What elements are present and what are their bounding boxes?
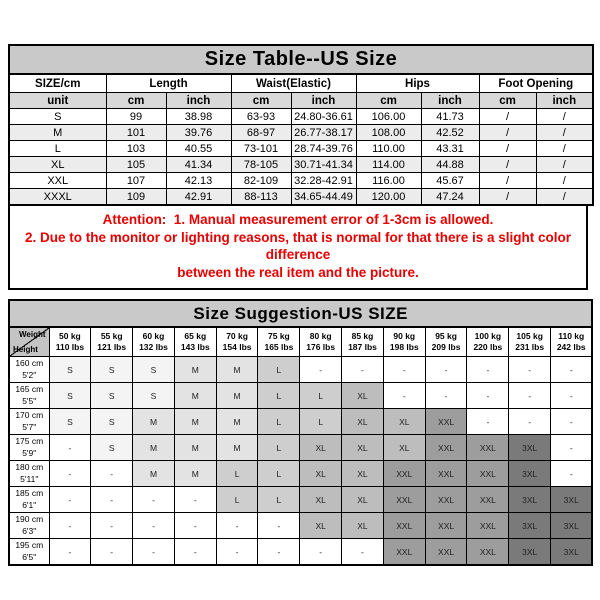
size-suggestion-cell: L <box>300 409 342 435</box>
empty-suggestion-cell: - <box>133 513 175 539</box>
weight-lbs-label: 165 lbs <box>264 342 294 353</box>
weight-lbs-label: 132 lbs <box>139 342 168 353</box>
size-suggestion-cell: XXL <box>383 461 425 487</box>
size-table-unit-row <box>9 93 593 109</box>
height-cm-label: 180 cm <box>15 462 44 473</box>
size-suggestion-cell: S <box>49 357 91 383</box>
empty-suggestion-cell: - <box>91 461 133 487</box>
measurement-cell: 41.34 <box>166 157 231 173</box>
height-ft-label: 5'9" <box>22 447 37 458</box>
empty-suggestion-cell: - <box>216 513 258 539</box>
height-header-cell <box>9 487 49 513</box>
size-suggestion-cell: M <box>216 383 258 409</box>
height-cm-label: 160 cm <box>15 358 44 369</box>
size-suggestion-cell: XL <box>300 487 342 513</box>
height-ft-label: 6'5" <box>22 551 37 562</box>
size-suggestion-cell: XXL <box>425 539 467 566</box>
empty-suggestion-cell: - <box>300 357 342 383</box>
size-suggestion-row <box>9 383 592 409</box>
empty-suggestion-cell: - <box>174 539 216 566</box>
measurement-cell: 88-113 <box>231 189 291 206</box>
height-ft-label: 6'1" <box>22 499 37 510</box>
size-table-group-header: SIZE/cm <box>9 74 106 93</box>
height-header-cell <box>9 539 49 566</box>
size-suggestion-cell: M <box>216 357 258 383</box>
weight-header-cell <box>133 327 175 357</box>
size-suggestion-cell: M <box>216 409 258 435</box>
weight-lbs-label: 242 lbs <box>556 342 586 353</box>
attention-line: Attention: 1. Manual measurement error of 1-3cm is allowed. <box>102 212 494 227</box>
height-cm-label: 190 cm <box>15 514 44 525</box>
size-suggestion-title: Size Suggestion-US SIZE <box>9 300 592 327</box>
weight-kg-label: 105 kg <box>516 330 543 341</box>
empty-suggestion-cell: - <box>49 513 91 539</box>
measurement-cell: / <box>536 109 593 125</box>
size-suggestion-cell: L <box>258 357 300 383</box>
empty-suggestion-cell: - <box>91 487 133 513</box>
size-table-unit-cell: cm <box>231 93 291 109</box>
measurement-cell: / <box>479 125 536 141</box>
empty-suggestion-cell: - <box>91 539 133 566</box>
measurement-cell: 103 <box>106 141 166 157</box>
weight-lbs-label: 110 lbs <box>55 342 85 353</box>
size-suggestion-row <box>9 487 592 513</box>
size-suggestion-cell: L <box>258 409 300 435</box>
size-suggestion-cell: XL <box>300 435 342 461</box>
measurement-cell: 42.52 <box>421 125 479 141</box>
measurement-cell: / <box>479 141 536 157</box>
weight-lbs-label: 187 lbs <box>348 342 377 353</box>
size-suggestion-cell: L <box>300 383 342 409</box>
size-table-group-header: Length <box>106 74 231 93</box>
weight-header-cell <box>300 327 342 357</box>
size-suggestion-cell: XXL <box>383 487 425 513</box>
height-ft-label: 5'2" <box>22 369 37 380</box>
empty-suggestion-cell: - <box>174 513 216 539</box>
size-table-row <box>9 125 593 141</box>
weight-kg-label: 55 kg <box>100 330 123 341</box>
weight-kg-label: 80 kg <box>309 330 332 341</box>
size-label-cell: S <box>9 109 106 125</box>
weight-header-cell <box>258 327 300 357</box>
size-table-unit-cell: inch <box>291 93 356 109</box>
size-suggestion-cell: S <box>91 435 133 461</box>
size-suggestion-cell: XL <box>342 409 384 435</box>
measurement-cell: 68-97 <box>231 125 291 141</box>
weight-lbs-label: 121 lbs <box>97 342 127 353</box>
size-table-unit-cell: cm <box>479 93 536 109</box>
height-header-cell <box>9 435 49 461</box>
empty-suggestion-cell: - <box>258 513 300 539</box>
measurement-cell: / <box>479 157 536 173</box>
size-table-row <box>9 189 593 206</box>
size-table-unit-cell: cm <box>356 93 421 109</box>
size-suggestion-cell: M <box>133 461 175 487</box>
size-suggestion-cell: XL <box>300 513 342 539</box>
empty-suggestion-cell: - <box>551 435 593 461</box>
size-table-group-header: Waist(Elastic) <box>231 74 356 93</box>
weight-header-cell <box>383 327 425 357</box>
height-cm-label: 185 cm <box>15 488 44 499</box>
weight-kg-label: 50 kg <box>59 330 81 341</box>
weight-header-cell <box>509 327 551 357</box>
size-suggestion-cell: M <box>174 383 216 409</box>
measurement-cell: / <box>536 173 593 189</box>
size-suggestion-row <box>9 513 592 539</box>
empty-suggestion-cell: - <box>342 539 384 566</box>
weight-lbs-label: 198 lbs <box>389 342 419 353</box>
weight-lbs-label: 143 lbs <box>180 342 210 353</box>
size-label-cell: XXL <box>9 173 106 189</box>
measurement-cell: / <box>536 189 593 206</box>
height-cm-label: 175 cm <box>15 436 44 447</box>
empty-suggestion-cell: - <box>551 409 593 435</box>
measurement-cell: 45.67 <box>421 173 479 189</box>
size-suggestion-row <box>9 435 592 461</box>
size-suggestion-cell: 3XL <box>509 435 551 461</box>
empty-suggestion-cell: - <box>91 513 133 539</box>
measurement-cell: 110.00 <box>356 141 421 157</box>
height-header-cell <box>9 383 49 409</box>
empty-suggestion-cell: - <box>383 357 425 383</box>
empty-suggestion-cell: - <box>425 383 467 409</box>
height-header-cell <box>9 357 49 383</box>
size-suggestion-cell: M <box>133 435 175 461</box>
size-suggestion-cell: 3XL <box>551 539 593 566</box>
measurement-cell: / <box>536 157 593 173</box>
empty-suggestion-cell: - <box>133 487 175 513</box>
height-cm-label: 195 cm <box>15 540 44 551</box>
size-label-cell: L <box>9 141 106 157</box>
measurement-cell: 38.98 <box>166 109 231 125</box>
measurement-cell: 109 <box>106 189 166 206</box>
size-suggestion-cell: M <box>174 409 216 435</box>
size-suggestion-cell: XL <box>342 383 384 409</box>
weight-kg-label: 85 kg <box>351 330 374 341</box>
size-suggestion-cell: XXL <box>467 461 509 487</box>
measurement-cell: 34.65-44.49 <box>291 189 356 206</box>
measurement-cell: / <box>479 189 536 206</box>
size-table-unit-cell: cm <box>106 93 166 109</box>
size-suggestion-cell: M <box>174 461 216 487</box>
height-header-cell <box>9 409 49 435</box>
measurement-cell: 42.13 <box>166 173 231 189</box>
size-table <box>8 44 594 206</box>
height-ft-label: 5'7" <box>22 421 37 432</box>
measurement-cell: 73-101 <box>231 141 291 157</box>
size-suggestion-cell: M <box>174 435 216 461</box>
empty-suggestion-cell: - <box>174 487 216 513</box>
size-suggestion-cell: L <box>258 383 300 409</box>
weight-lbs-label: 154 lbs <box>222 342 252 353</box>
size-table-unit-cell: inch <box>166 93 231 109</box>
weight-height-corner-cell <box>9 327 49 357</box>
size-suggestion-cell: S <box>91 383 133 409</box>
size-suggestion-cell: XL <box>342 461 384 487</box>
size-suggestion-cell: XL <box>383 435 425 461</box>
measurement-cell: 32.28-42.91 <box>291 173 356 189</box>
size-suggestion-cell: XXL <box>467 513 509 539</box>
measurement-cell: 106.00 <box>356 109 421 125</box>
weight-kg-label: 90 kg <box>393 330 416 341</box>
corner-height-label: Height <box>13 345 38 355</box>
empty-suggestion-cell: - <box>49 461 91 487</box>
size-suggestion-cell: XXL <box>467 487 509 513</box>
size-suggestion-cell: S <box>49 409 91 435</box>
empty-suggestion-cell: - <box>49 539 91 566</box>
attention-line: 2. Due to the monitor or lighting reasons, that is normal for that there is a slight color difference <box>24 229 575 263</box>
size-suggestion-cell: S <box>49 383 91 409</box>
empty-suggestion-cell: - <box>551 357 593 383</box>
weight-lbs-label: 231 lbs <box>515 342 545 353</box>
attention-note <box>8 206 588 290</box>
empty-suggestion-cell: - <box>467 409 509 435</box>
size-label-cell: XL <box>9 157 106 173</box>
measurement-cell: 99 <box>106 109 166 125</box>
measurement-cell: 105 <box>106 157 166 173</box>
measurement-cell: / <box>536 141 593 157</box>
weight-lbs-label: 209 lbs <box>431 342 461 353</box>
size-label-cell: XXXL <box>9 189 106 206</box>
measurement-cell: / <box>536 125 593 141</box>
empty-suggestion-cell: - <box>342 357 384 383</box>
empty-suggestion-cell: - <box>49 435 91 461</box>
height-header-cell <box>9 513 49 539</box>
measurement-cell: 43.31 <box>421 141 479 157</box>
height-ft-label: 6'3" <box>22 525 37 536</box>
weight-kg-label: 95 kg <box>435 330 457 341</box>
weight-header-cell <box>174 327 216 357</box>
measurement-cell: 120.00 <box>356 189 421 206</box>
measurement-cell: / <box>479 109 536 125</box>
size-table-title-row <box>9 45 593 74</box>
measurement-cell: 40.55 <box>166 141 231 157</box>
size-suggestion-cell: 3XL <box>509 513 551 539</box>
size-suggestion-cell: M <box>216 435 258 461</box>
measurement-cell: 42.91 <box>166 189 231 206</box>
size-suggestion-row <box>9 461 592 487</box>
size-suggestion-cell: M <box>133 409 175 435</box>
size-table-group-header: Foot Opening <box>479 74 593 93</box>
size-suggestion-row <box>9 409 592 435</box>
size-suggestion-title-row <box>9 300 592 327</box>
size-suggestion-table <box>8 299 593 566</box>
size-suggestion-cell: XL <box>342 487 384 513</box>
weight-header-cell <box>91 327 133 357</box>
size-table-row <box>9 173 593 189</box>
measurement-cell: 28.74-39.76 <box>291 141 356 157</box>
size-suggestion-cell: XXL <box>425 409 467 435</box>
empty-suggestion-cell: - <box>509 357 551 383</box>
weight-kg-label: 110 kg <box>558 330 585 341</box>
size-suggestion-cell: 3XL <box>551 487 593 513</box>
empty-suggestion-cell: - <box>383 383 425 409</box>
spacer <box>8 290 592 299</box>
empty-suggestion-cell: - <box>49 487 91 513</box>
size-suggestion-cell: XL <box>342 513 384 539</box>
weight-kg-label: 70 kg <box>226 330 248 341</box>
size-table-group-header: Hips <box>356 74 479 93</box>
measurement-cell: / <box>479 173 536 189</box>
measurement-cell: 114.00 <box>356 157 421 173</box>
measurement-cell: 24.80-36.61 <box>291 109 356 125</box>
empty-suggestion-cell: - <box>509 409 551 435</box>
height-cm-label: 170 cm <box>15 410 44 421</box>
size-suggestion-cell: S <box>91 357 133 383</box>
size-suggestion-cell: XXL <box>425 487 467 513</box>
size-suggestion-cell: XXL <box>467 539 509 566</box>
size-suggestion-cell: S <box>91 409 133 435</box>
empty-suggestion-cell: - <box>551 461 593 487</box>
empty-suggestion-cell: - <box>133 539 175 566</box>
weight-header-cell <box>49 327 91 357</box>
size-suggestion-cell: XXL <box>425 435 467 461</box>
weight-kg-label: 75 kg <box>268 330 290 341</box>
size-suggestion-cell: XXL <box>425 461 467 487</box>
height-ft-label: 5'11" <box>20 473 39 484</box>
measurement-cell: 116.00 <box>356 173 421 189</box>
size-suggestion-cell: XL <box>383 409 425 435</box>
size-table-title: Size Table--US Size <box>9 45 593 74</box>
size-suggestion-cell: M <box>174 357 216 383</box>
size-suggestion-row <box>9 539 592 566</box>
measurement-cell: 26.77-38.17 <box>291 125 356 141</box>
size-table-group-header-row <box>9 74 593 93</box>
weight-lbs-label: 176 lbs <box>306 342 336 353</box>
size-suggestion-cell: L <box>216 487 258 513</box>
corner-weight-label: Weight <box>18 330 46 340</box>
measurement-cell: 107 <box>106 173 166 189</box>
measurement-cell: 39.76 <box>166 125 231 141</box>
size-suggestion-cell: 3XL <box>509 487 551 513</box>
weight-header-cell <box>342 327 384 357</box>
attention-line: between the real item and the picture. <box>177 264 419 280</box>
size-suggestion-cell: XL <box>342 435 384 461</box>
height-header-cell <box>9 461 49 487</box>
size-suggestion-cell: L <box>216 461 258 487</box>
weight-lbs-label: 220 lbs <box>473 342 503 353</box>
size-table-row <box>9 109 593 125</box>
size-suggestion-cell: XXL <box>425 513 467 539</box>
empty-suggestion-cell: - <box>425 357 467 383</box>
empty-suggestion-cell: - <box>258 539 300 566</box>
empty-suggestion-cell: - <box>467 357 509 383</box>
weight-header-cell <box>467 327 509 357</box>
measurement-cell: 101 <box>106 125 166 141</box>
weight-kg-label: 65 kg <box>184 330 207 341</box>
measurement-cell: 82-109 <box>231 173 291 189</box>
weight-kg-label: 100 kg <box>474 330 502 341</box>
empty-suggestion-cell: - <box>300 539 342 566</box>
measurement-cell: 78-105 <box>231 157 291 173</box>
size-suggestion-cell: XXL <box>383 513 425 539</box>
weight-header-cell <box>551 327 593 357</box>
measurement-cell: 63-93 <box>231 109 291 125</box>
empty-suggestion-cell: - <box>216 539 258 566</box>
weight-kg-label: 60 kg <box>142 330 165 341</box>
weight-header-cell <box>216 327 258 357</box>
size-suggestion-cell: XL <box>300 461 342 487</box>
height-cm-label: 165 cm <box>15 384 44 395</box>
height-ft-label: 5'5" <box>22 395 37 406</box>
size-suggestion-cell: S <box>133 383 175 409</box>
size-suggestion-cell: XXL <box>467 435 509 461</box>
size-table-unit-cell: unit <box>9 93 106 109</box>
size-table-row <box>9 157 593 173</box>
size-table-unit-cell: inch <box>421 93 479 109</box>
measurement-cell: 47.24 <box>421 189 479 206</box>
empty-suggestion-cell: - <box>551 383 593 409</box>
size-suggestion-row <box>9 357 592 383</box>
size-suggestion-cell: L <box>258 487 300 513</box>
measurement-cell: 44.88 <box>421 157 479 173</box>
size-suggestion-cell: L <box>258 461 300 487</box>
size-label-cell: M <box>9 125 106 141</box>
measurement-cell: 30.71-41.34 <box>291 157 356 173</box>
measurement-cell: 41.73 <box>421 109 479 125</box>
weight-header-cell <box>425 327 467 357</box>
size-suggestion-cell: 3XL <box>509 461 551 487</box>
empty-suggestion-cell: - <box>509 383 551 409</box>
size-suggestion-cell: XXL <box>383 539 425 566</box>
size-suggestion-cell: 3XL <box>509 539 551 566</box>
size-suggestion-cell: 3XL <box>551 513 593 539</box>
size-suggestion-header-row <box>9 327 592 357</box>
size-table-row <box>9 141 593 157</box>
empty-suggestion-cell: - <box>467 383 509 409</box>
size-suggestion-cell: L <box>258 435 300 461</box>
size-suggestion-cell: S <box>133 357 175 383</box>
size-table-unit-cell: inch <box>536 93 593 109</box>
measurement-cell: 108.00 <box>356 125 421 141</box>
